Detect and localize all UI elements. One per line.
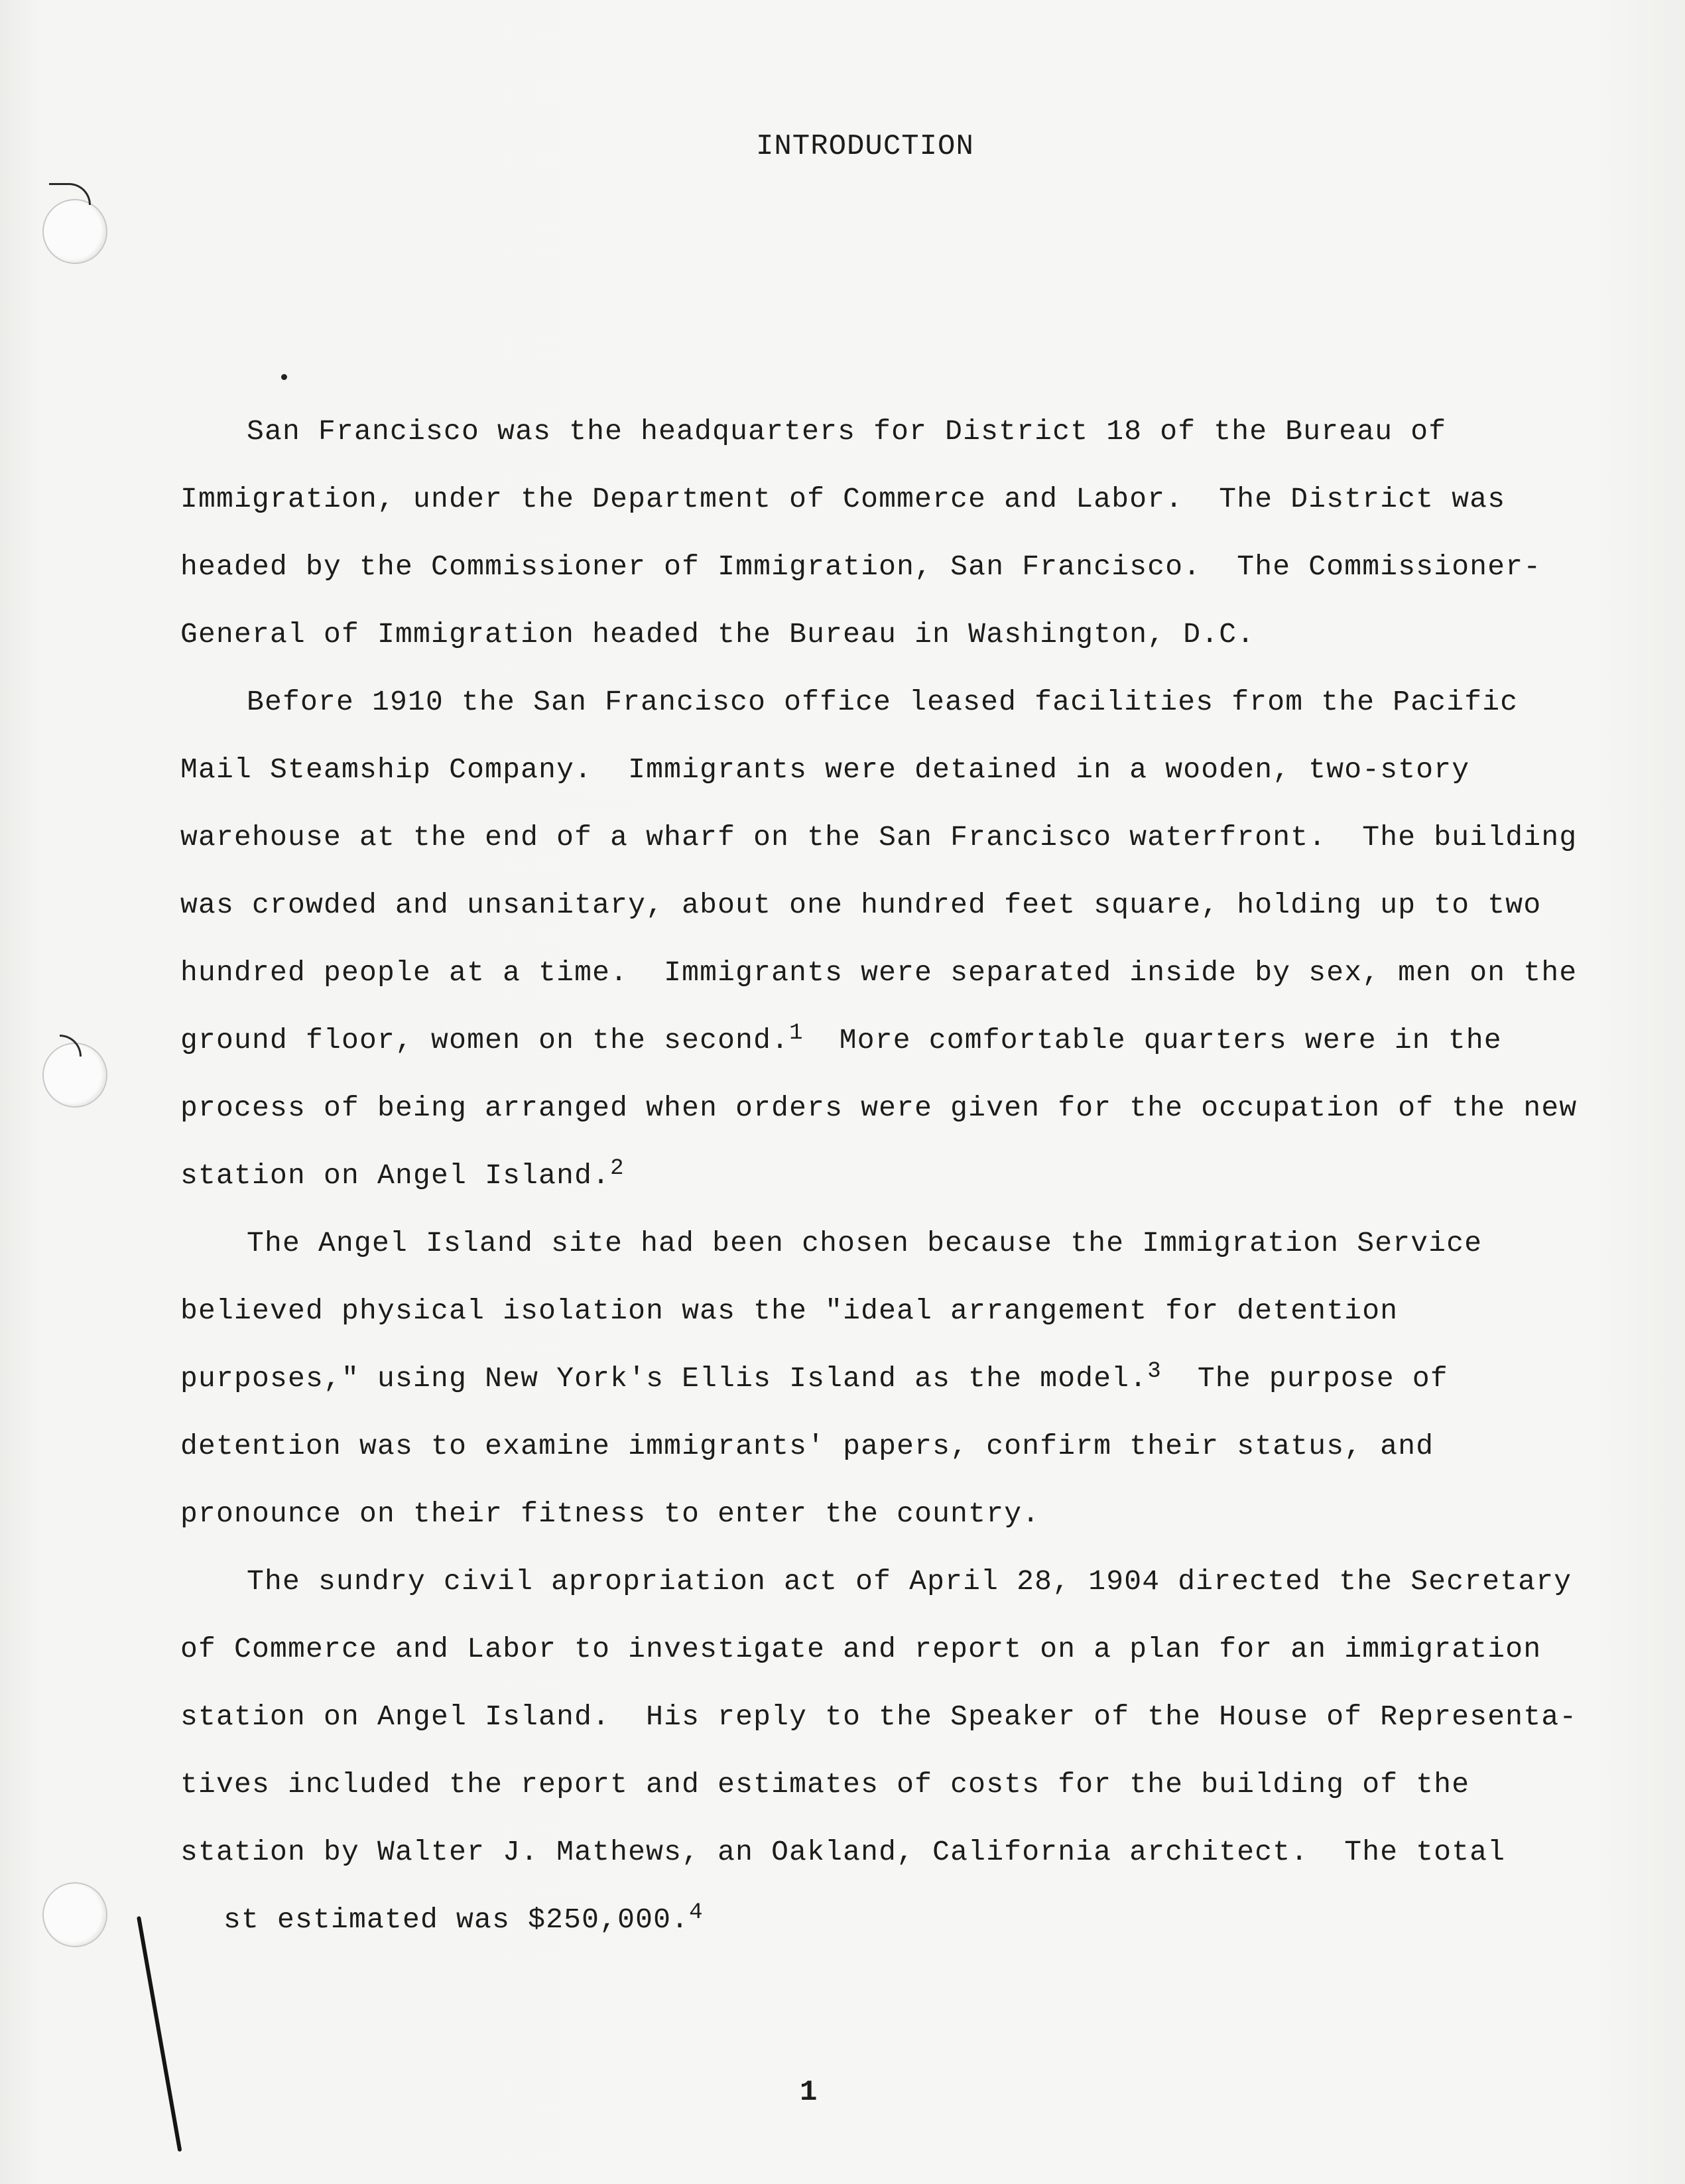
footnote-marker: 2 xyxy=(610,1156,625,1181)
line-text: San Francisco was the headquarters for District 18 of the Bureau of xyxy=(247,415,1447,448)
line-text: purposes," using New York's Ellis Island as the model. xyxy=(180,1362,1148,1395)
line-text: station by Walter J. Mathews, an Oakland, California architect. The total xyxy=(180,1836,1506,1868)
text-line xyxy=(180,601,1533,669)
line-text: Before 1910 the San Francisco office leased facilities from the Pacific xyxy=(247,686,1519,718)
line-text: process of being arranged when orders were given for the occupation of the new xyxy=(180,1092,1578,1124)
line-text: tives included the report and estimates of costs for the building of the xyxy=(180,1768,1470,1801)
pencil-mark xyxy=(49,183,91,205)
text-line xyxy=(180,533,1542,601)
text-line xyxy=(180,871,1542,939)
text-line xyxy=(180,1345,1533,1413)
line-text: ground floor, women on the second. xyxy=(180,1024,790,1057)
text-line xyxy=(180,1886,1533,1954)
page-title: INTRODUCTION xyxy=(756,130,974,163)
text-line xyxy=(180,1548,1572,1616)
text-line xyxy=(180,1007,1533,1074)
line-text: of Commerce and Labor to investigate and report on a plan for an immigration xyxy=(180,1633,1542,1665)
text-line xyxy=(180,804,1578,871)
text-line xyxy=(180,1616,1542,1683)
line-text: The sundry civil apropriation act of April 28, 1904 directed the Secretary xyxy=(247,1565,1572,1598)
text-line xyxy=(180,1210,1533,1277)
line-text: station on Angel Island. xyxy=(180,1159,611,1192)
text-line xyxy=(180,1683,1578,1751)
line-text: The Angel Island site had been chosen because the Immigration Service xyxy=(247,1227,1483,1259)
body-text xyxy=(180,398,1578,1954)
text-line xyxy=(180,1480,1533,1548)
line-text: detention was to examine immigrants' papers, confirm their status, and xyxy=(180,1430,1434,1462)
punch-hole xyxy=(42,199,107,264)
pencil-stroke xyxy=(137,1916,182,2152)
line-text: General of Immigration headed the Bureau in Washington, D.C. xyxy=(180,618,1255,651)
line-text: headed by the Commissioner of Immigration, San Francisco. The Commissioner- xyxy=(180,550,1542,583)
text-line xyxy=(180,1413,1533,1480)
line-text: station on Angel Island. His reply to the Speaker of the House of Representa- xyxy=(180,1701,1578,1733)
line-text: hundred people at a time. Immigrants were separated inside by sex, men on the xyxy=(180,956,1578,989)
ink-speck xyxy=(281,374,287,380)
line-text-continued: More comfortable quarters were in the xyxy=(803,1024,1502,1057)
text-line xyxy=(180,1074,1578,1142)
footnote-marker: 3 xyxy=(1147,1359,1162,1384)
text-line xyxy=(180,1751,1533,1819)
page-number: 1 xyxy=(800,2076,818,2109)
punch-hole xyxy=(42,1882,107,1947)
text-line xyxy=(180,1819,1533,1886)
text-line xyxy=(180,939,1578,1007)
line-text: Immigration, under the Department of Commerce and Labor. The District was xyxy=(180,483,1506,515)
footnote-marker: 1 xyxy=(789,1021,804,1046)
line-text-continued: The purpose of xyxy=(1161,1362,1448,1395)
line-text: was crowded and unsanitary, about one hundred feet square, holding up to two xyxy=(180,889,1542,921)
line-text: pronounce on their fitness to enter the country. xyxy=(180,1498,1040,1530)
text-line xyxy=(180,398,1533,466)
line-text: believed physical isolation was the "ideal arrangement for detention xyxy=(180,1295,1399,1327)
pencil-mark xyxy=(60,1035,82,1057)
line-text: Mail Steamship Company. Immigrants were detained in a wooden, two-story xyxy=(180,753,1470,786)
text-line xyxy=(180,1142,1533,1210)
text-line xyxy=(180,736,1533,804)
line-text: st estimated was $250,000. xyxy=(223,1903,690,1936)
text-line xyxy=(180,1277,1533,1345)
text-line xyxy=(180,466,1533,533)
line-text: warehouse at the end of a wharf on the San Francisco waterfront. The building xyxy=(180,821,1578,854)
footnote-marker: 4 xyxy=(689,1900,704,1925)
text-line xyxy=(180,669,1533,736)
